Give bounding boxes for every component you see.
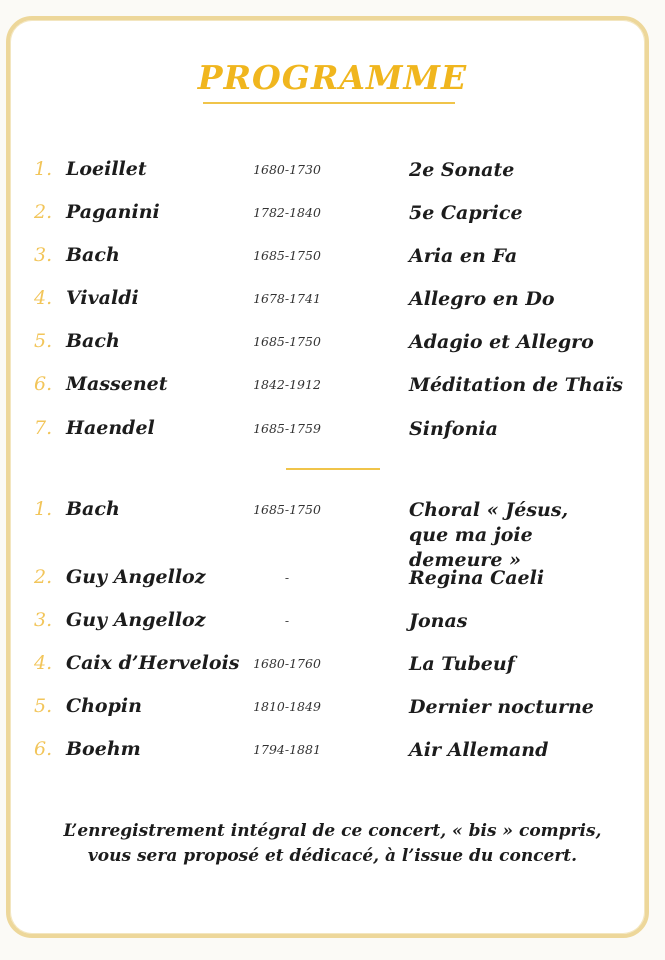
- work-title: 2e Sonate: [409, 159, 515, 181]
- work-title: Allegro en Do: [409, 288, 555, 310]
- item-number: 2.: [34, 201, 53, 223]
- composer-name: Guy Angelloz: [66, 609, 206, 631]
- work-title: Aria en Fa: [409, 245, 518, 267]
- item-number: 3.: [34, 244, 53, 266]
- composer-name: Vivaldi: [66, 287, 139, 309]
- programme-row: [0, 158, 665, 188]
- item-number: 6.: [34, 373, 53, 395]
- item-number: 1.: [34, 158, 53, 180]
- composer-name: Caix d’Hervelois: [66, 652, 240, 674]
- work-title: La Tubeuf: [409, 653, 515, 675]
- work-title: Adagio et Allegro: [409, 331, 594, 353]
- recording-note: [40, 819, 625, 869]
- composer-dates: -: [284, 570, 290, 585]
- recording-note-line-1: L’enregistrement intégral de ce concert, « bis » compris,: [63, 821, 602, 841]
- composer-name: Bach: [66, 330, 120, 352]
- work-title: Sinfonia: [409, 418, 498, 440]
- composer-dates: 1685-1750: [253, 334, 321, 349]
- programme-row: [0, 738, 665, 768]
- composer-dates: 1678-1741: [253, 291, 321, 306]
- composer-dates: 1685-1750: [253, 502, 321, 517]
- work-title: Jonas: [409, 610, 468, 632]
- composer-name: Bach: [66, 498, 120, 520]
- work-title: Regina Caeli: [409, 567, 545, 589]
- programme-row: [0, 498, 665, 571]
- composer-dates: 1685-1750: [253, 248, 321, 263]
- work-title: 5e Caprice: [409, 202, 523, 224]
- composer-dates: 1680-1730: [253, 162, 321, 177]
- title-underline: [203, 102, 455, 104]
- composer-name: Loeillet: [66, 158, 147, 180]
- programme-row: [0, 201, 665, 231]
- item-number: 3.: [34, 609, 53, 631]
- item-number: 6.: [34, 738, 53, 760]
- composer-name: Haendel: [66, 417, 155, 439]
- composer-name: Massenet: [66, 373, 168, 395]
- programme-row: [0, 652, 665, 682]
- programme-row: [0, 417, 665, 447]
- programme-frame: [6, 16, 649, 938]
- composer-dates: 1810-1849: [253, 699, 321, 714]
- work-title: Choral « Jésus, que ma joie demeure »: [409, 499, 569, 571]
- programme-row: [0, 609, 665, 639]
- composer-dates: 1794-1881: [253, 742, 321, 757]
- item-number: 1.: [34, 498, 53, 520]
- page-title: PROGRAMME: [197, 58, 468, 97]
- item-number: 2.: [34, 566, 53, 588]
- item-number: 5.: [34, 330, 53, 352]
- composer-dates: 1842-1912: [253, 377, 321, 392]
- item-number: 4.: [34, 287, 53, 309]
- programme-row: [0, 330, 665, 360]
- work-title: Air Allemand: [409, 739, 549, 761]
- work-title: Dernier nocturne: [409, 696, 594, 718]
- section-divider: [286, 468, 380, 470]
- composer-dates: 1685-1759: [253, 421, 321, 436]
- composer-name: Paganini: [66, 201, 160, 223]
- programme-row: [0, 695, 665, 725]
- composer-name: Chopin: [66, 695, 142, 717]
- composer-name: Boehm: [66, 738, 141, 760]
- programme-row: [0, 373, 665, 403]
- programme-row: [0, 287, 665, 317]
- composer-dates: 1680-1760: [253, 656, 321, 671]
- composer-dates: 1782-1840: [253, 205, 321, 220]
- programme-row: [0, 244, 665, 274]
- work-title: Méditation de Thaïs: [409, 374, 623, 396]
- composer-dates: -: [284, 613, 290, 628]
- programme-row: [0, 566, 665, 596]
- recording-note-line-2: vous sera proposé et dédicacé, à l’issue du concert.: [87, 846, 578, 866]
- item-number: 7.: [34, 417, 53, 439]
- composer-name: Bach: [66, 244, 120, 266]
- composer-name: Guy Angelloz: [66, 566, 206, 588]
- item-number: 4.: [34, 652, 53, 674]
- item-number: 5.: [34, 695, 53, 717]
